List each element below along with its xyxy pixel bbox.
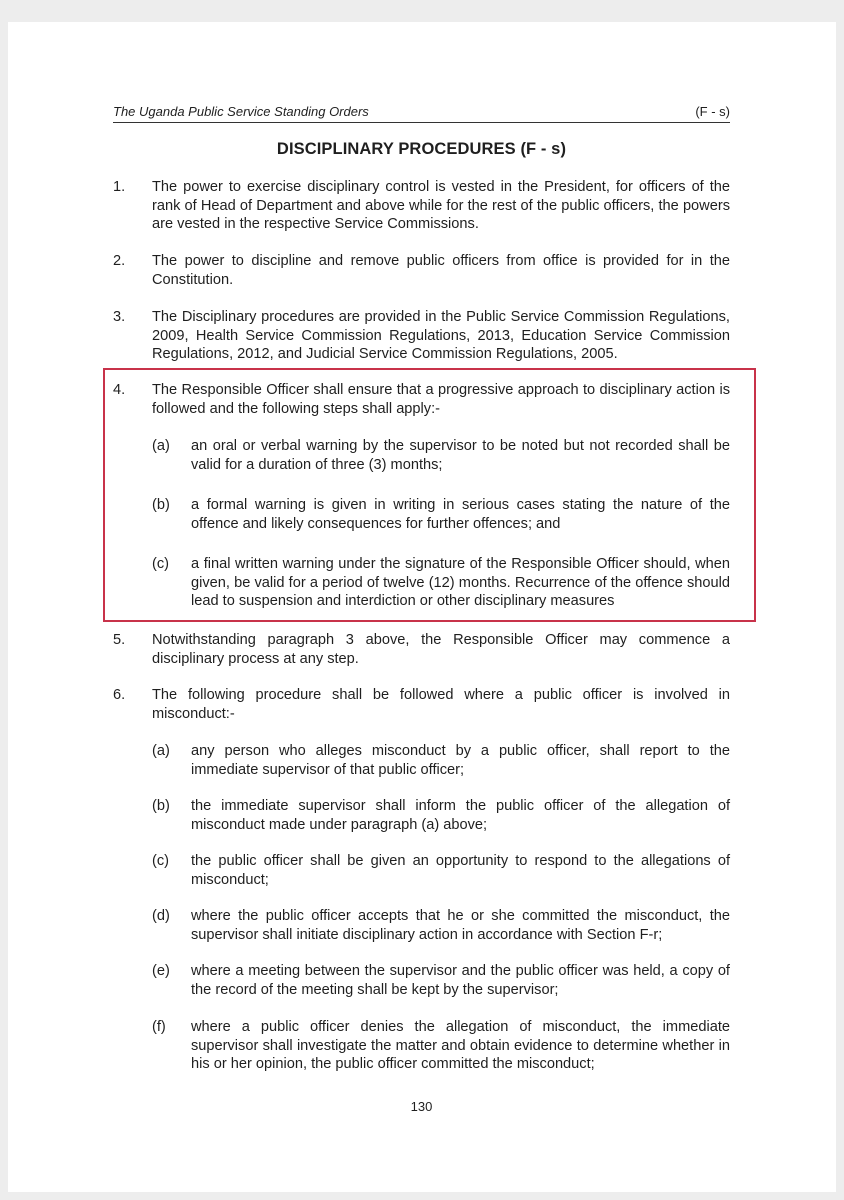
- paragraph-text: The power to exercise disciplinary control is vested in the President, for officers of the rank of Head of Department and above while for the rest of the public officers, the powers are vested in the respective Service Commissions.: [152, 179, 730, 232]
- paragraph-number: 6.: [113, 687, 126, 703]
- header-section-code: (F - s): [695, 104, 730, 119]
- subparagraph-letter: (f): [152, 1019, 166, 1035]
- subparagraph-6e: [152, 962, 730, 999]
- subparagraph-text: an oral or verbal warning by the supervisor to be noted but not recorded shall be valid for a duration of three (3) months;: [191, 438, 730, 473]
- paragraph-number: 1.: [113, 179, 126, 195]
- subparagraph-4a: [152, 437, 730, 474]
- paragraph-number: 5.: [113, 632, 126, 648]
- subparagraph-6c: [152, 852, 730, 889]
- subparagraph-text: the public officer shall be given an opportunity to respond to the allegations of misconduct;: [191, 853, 730, 888]
- subparagraph-text: where the public officer accepts that he or she committed the misconduct, the supervisor shall initiate disciplinary action in accordance with Section F-r;: [191, 908, 730, 943]
- page-number: 130: [410, 1099, 433, 1114]
- subparagraph-letter: (b): [152, 798, 170, 814]
- subparagraph-letter: (d): [152, 908, 170, 924]
- subparagraph-4c: [152, 555, 730, 611]
- subparagraph-letter: (a): [152, 438, 170, 454]
- paragraph-6: [113, 686, 730, 723]
- subparagraph-4b: [152, 496, 730, 533]
- subparagraph-text: a formal warning is given in writing in serious cases stating the nature of the offence and likely consequences for further offences; and: [191, 497, 730, 532]
- running-header: [113, 104, 730, 123]
- subparagraph-letter: (c): [152, 556, 170, 572]
- paragraph-number: 4.: [113, 382, 126, 398]
- paragraph-5: [113, 631, 730, 668]
- paragraph-number: 2.: [113, 253, 126, 269]
- paragraph-number: 3.: [113, 309, 126, 325]
- subparagraph-letter: (e): [152, 963, 170, 979]
- subparagraph-text: where a meeting between the supervisor and the public officer was held, a copy of the record of the meeting shall be kept by the supervisor;: [191, 963, 730, 998]
- subparagraph-text: where a public officer denies the allegation of misconduct, the immediate supervisor shall investigate the matter and obtain evidence to determine whether in his or her opinion, the public officer committed the misconduct;: [191, 1019, 730, 1072]
- subparagraph-6f: [152, 1018, 730, 1074]
- paragraph-2: [113, 252, 730, 289]
- subparagraph-6a: [152, 742, 730, 779]
- subparagraph-letter: (c): [152, 853, 170, 869]
- header-title: The Uganda Public Service Standing Orders: [113, 104, 369, 119]
- paragraph-1: [113, 178, 730, 234]
- subparagraph-6d: [152, 907, 730, 944]
- subparagraph-letter: (a): [152, 743, 170, 759]
- subparagraph-text: any person who alleges misconduct by a public officer, shall report to the immediate supervisor of that public officer;: [191, 743, 730, 778]
- paragraph-text: The following procedure shall be followed where a public officer is involved in misconduct:-: [152, 687, 730, 722]
- paragraph-text: The power to discipline and remove public officers from office is provided for in the Constitution.: [152, 253, 730, 288]
- paragraph-text: Notwithstanding paragraph 3 above, the Responsible Officer may commence a disciplinary process at any step.: [152, 632, 730, 667]
- subparagraph-letter: (b): [152, 497, 170, 513]
- paragraph-4: [113, 381, 730, 418]
- subparagraph-text: the immediate supervisor shall inform the public officer of the allegation of misconduct made under paragraph (a) above;: [191, 798, 730, 833]
- paragraph-text: The Responsible Officer shall ensure that a progressive approach to disciplinary action is followed and the following steps shall apply:-: [152, 382, 730, 417]
- paragraph-3: [113, 308, 730, 364]
- page-title: DISCIPLINARY PROCEDURES (F - s): [276, 140, 567, 158]
- paragraph-text: The Disciplinary procedures are provided in the Public Service Commission Regulations, 2009, Health Service Commission Regulations, 2013, Education Service Commission Regulations, 2012, and Judicial Service Commission Regulations, 2005.: [152, 309, 730, 362]
- subparagraph-text: a final written warning under the signature of the Responsible Officer should, when given, be valid for a period of twelve (12) months. Recurrence of the offence should lead to suspension and interdiction or other disciplinary measures: [191, 556, 730, 609]
- subparagraph-6b: [152, 797, 730, 834]
